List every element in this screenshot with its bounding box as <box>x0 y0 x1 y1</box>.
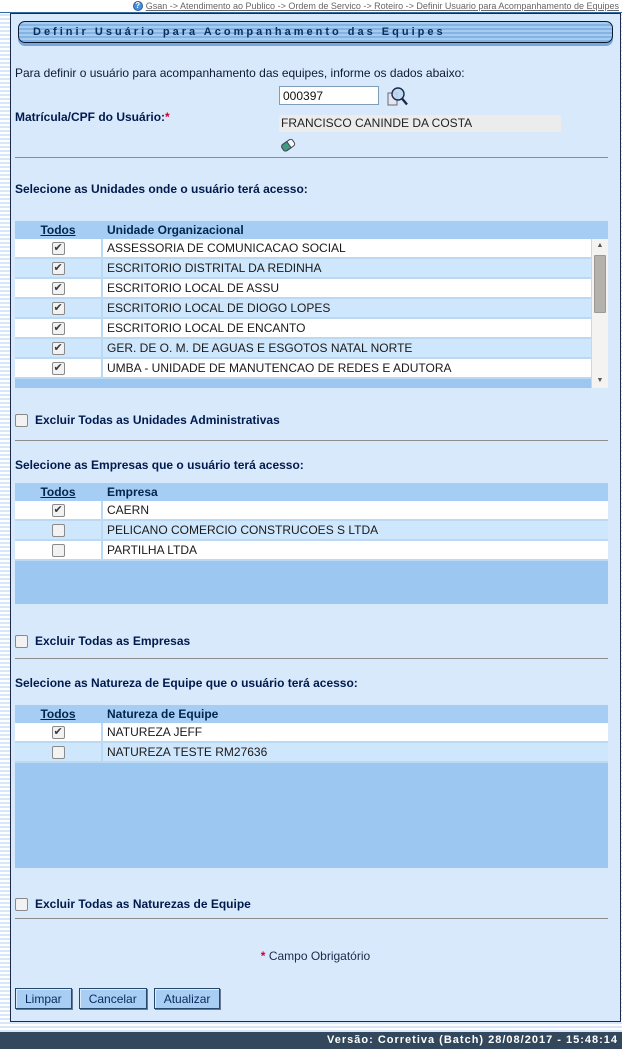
units-col-todos <box>15 223 103 237</box>
table-row <box>15 319 591 339</box>
breadcrumb-bar <box>0 0 622 13</box>
select-all-units-link[interactable]: Todos <box>40 223 76 237</box>
table-row <box>15 339 591 359</box>
nature-section-title: Selecione as Natureza de Equipe que o usuário terá acesso: <box>15 676 358 690</box>
scroll-down-arrow[interactable]: ▼ <box>596 377 604 384</box>
units-section-title: Selecione as Unidades onde o usuário terá acesso: <box>15 182 308 196</box>
table-row <box>15 541 608 561</box>
row-label: ESCRITORIO DISTRITAL DA REDINHA <box>107 261 322 275</box>
row-check-cell <box>15 541 103 559</box>
row-label: CAERN <box>107 503 150 517</box>
row-check-cell <box>15 279 103 297</box>
intro-text: Para definir o usuário para acompanhamento das equipes, informe os dados abaixo: <box>15 66 465 80</box>
table-row <box>15 239 591 259</box>
divider <box>15 440 608 441</box>
row-checkbox[interactable] <box>52 322 65 335</box>
row-label: ESCRITORIO LOCAL DE DIOGO LOPES <box>107 301 331 315</box>
row-checkbox[interactable] <box>52 746 65 759</box>
units-table-header <box>15 221 608 239</box>
matricula-controls <box>279 86 561 159</box>
exclude-units-label: Excluir Todas as Unidades Administrativas <box>35 413 280 427</box>
version-footer: Versão: Corretiva (Batch) 28/08/2017 - 15:48:14 <box>0 1032 622 1049</box>
row-checkbox[interactable] <box>52 504 65 517</box>
page-title: Definir Usuário para Acompanhamento das Equipes <box>33 26 446 38</box>
row-checkbox[interactable] <box>52 282 65 295</box>
main-panel <box>10 13 621 1022</box>
row-label: ESCRITORIO LOCAL DE ASSU <box>107 281 280 295</box>
row-checkbox[interactable] <box>52 342 65 355</box>
companies-table <box>15 483 608 604</box>
matricula-input[interactable] <box>279 86 379 105</box>
cancelar-button[interactable]: Cancelar <box>79 988 147 1009</box>
table-row <box>15 299 591 319</box>
exclude-companies-row <box>15 633 620 649</box>
row-checkbox[interactable] <box>52 242 65 255</box>
row-checkbox[interactable] <box>52 544 65 557</box>
row-label: UMBA - UNIDADE DE MANUTENCAO DE REDES E ADUTORA <box>107 361 452 375</box>
row-checkbox[interactable] <box>52 524 65 537</box>
exclude-nature-label: Excluir Todas as Naturezas de Equipe <box>35 897 251 911</box>
scroll-up-arrow[interactable]: ▲ <box>596 242 604 249</box>
buttons-row <box>15 988 608 1009</box>
user-field-row <box>11 86 620 152</box>
table-row <box>15 259 591 279</box>
companies-section-title: Selecione as Empresas que o usuário terá acesso: <box>15 458 304 472</box>
nature-col-name: Natureza de Equipe <box>107 707 219 721</box>
atualizar-button[interactable]: Atualizar <box>154 988 221 1009</box>
exclude-nature-checkbox[interactable] <box>15 898 28 911</box>
exclude-nature-row <box>15 896 620 912</box>
units-rows <box>15 239 608 379</box>
exclude-units-row <box>15 412 620 428</box>
row-label: NATUREZA TESTE RM27636 <box>107 745 268 759</box>
exclude-companies-checkbox[interactable] <box>15 635 28 648</box>
row-label: PELICANO COMERCIO CONSTRUCOES S LTDA <box>107 523 379 537</box>
table-row <box>15 521 608 541</box>
table-row <box>15 279 591 299</box>
row-check-cell <box>15 359 103 377</box>
units-col-name: Unidade Organizacional <box>107 223 244 237</box>
required-note <box>11 949 620 963</box>
scrollbar-thumb[interactable] <box>594 255 606 313</box>
matricula-label: Matrícula/CPF do Usuário:* <box>15 110 170 124</box>
row-label: ESCRITORIO LOCAL DE ENCANTO <box>107 321 306 335</box>
table-row <box>15 723 608 743</box>
divider <box>15 658 608 659</box>
required-asterisk: * <box>260 949 266 963</box>
row-check-cell <box>15 239 103 257</box>
companies-col-name: Empresa <box>107 485 158 499</box>
nature-rows <box>15 723 608 763</box>
page-title-bar <box>18 21 613 43</box>
row-check-cell <box>15 521 103 539</box>
required-note-text: Campo Obrigatório <box>268 949 371 963</box>
row-check-cell <box>15 743 103 761</box>
row-check-cell <box>15 319 103 337</box>
search-icon[interactable] <box>386 86 408 113</box>
row-check-cell <box>15 259 103 277</box>
select-all-companies-link[interactable]: Todos <box>40 485 76 499</box>
companies-table-header <box>15 483 608 501</box>
row-check-cell <box>15 723 103 741</box>
table-row <box>15 359 591 379</box>
exclude-units-checkbox[interactable] <box>15 414 28 427</box>
row-checkbox[interactable] <box>52 302 65 315</box>
row-label: NATUREZA JEFF <box>107 725 203 739</box>
eraser-icon[interactable] <box>279 135 561 159</box>
units-table <box>15 221 608 388</box>
units-scrollbar[interactable] <box>591 239 608 388</box>
row-label: ASSESSORIA DE COMUNICACAO SOCIAL <box>107 241 346 255</box>
row-label: GER. DE O. M. DE AGUAS E ESGOTOS NATAL NORTE <box>107 341 413 355</box>
divider <box>15 918 608 919</box>
table-row <box>15 743 608 763</box>
user-name-display: FRANCISCO CANINDE DA COSTA <box>279 115 561 132</box>
row-check-cell <box>15 501 103 519</box>
required-asterisk: * <box>165 110 170 124</box>
exclude-companies-label: Excluir Todas as Empresas <box>35 634 191 648</box>
companies-rows <box>15 501 608 561</box>
row-checkbox[interactable] <box>52 726 65 739</box>
limpar-button[interactable]: Limpar <box>15 988 72 1009</box>
nature-table <box>15 705 608 868</box>
row-label: PARTILHA LTDA <box>107 543 198 557</box>
select-all-nature-link[interactable]: Todos <box>40 707 76 721</box>
nature-col-todos <box>15 707 103 721</box>
breadcrumb[interactable]: Gsan -> Atendimento ao Publico -> Ordem de Servico -> Roteiro -> Definir Usuario para Acompanhamento de Equipes <box>145 1 619 11</box>
row-checkbox[interactable] <box>52 262 65 275</box>
help-icon[interactable]: ? <box>133 1 143 11</box>
nature-table-header <box>15 705 608 723</box>
row-check-cell <box>15 339 103 357</box>
row-check-cell <box>15 299 103 317</box>
table-row <box>15 501 608 521</box>
row-checkbox[interactable] <box>52 362 65 375</box>
companies-col-todos <box>15 485 103 499</box>
